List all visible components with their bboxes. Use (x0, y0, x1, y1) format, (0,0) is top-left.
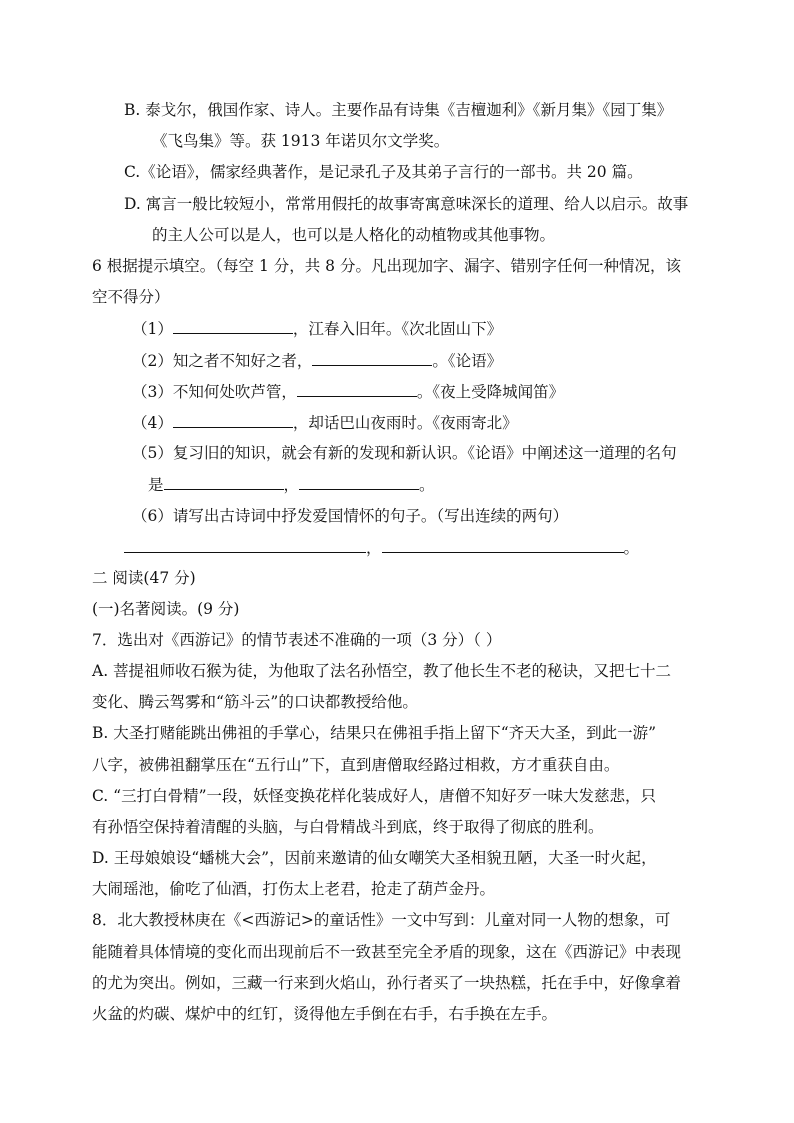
q6-item-1 (132, 318, 502, 339)
q6-item-3 (132, 381, 564, 402)
comma: ， (366, 539, 382, 557)
q6-item-5-line2 (148, 474, 435, 495)
q6-item-4 (132, 412, 518, 433)
q7-option-b-line1: B. 大圣打赌能跳出佛祖的手掌心，结果只在佛祖手指上留下“齐天大圣，到此一游” (92, 724, 657, 742)
period: 。 (623, 539, 640, 557)
item-source: 。《夜上受降城闻笛》 (416, 383, 565, 401)
q8-line4: 火盆的灼碳、煤炉中的红钉，烫得他左手倒在右手，右手换在左手。 (92, 1005, 558, 1023)
q8-line3: 的尤为突出。例如，三藏一行来到火焰山，孙行者买了一块热糕，托在手中，好像拿着 (92, 974, 682, 992)
answer-blank[interactable] (173, 412, 293, 428)
answer-blank[interactable] (124, 537, 366, 553)
q7-option-d-line2: 大闹瑶池，偷吃了仙酒，打伤太上老君，抢走了葫芦金丹。 (92, 880, 496, 898)
item-number: （4） (132, 414, 173, 432)
q6-item-2 (132, 350, 502, 371)
q6-item-6-line2 (124, 537, 639, 558)
answer-blank[interactable] (297, 381, 417, 397)
item-text: ，却话巴山夜雨时。《夜雨寄北》 (292, 414, 518, 432)
period: 。 (419, 476, 435, 494)
item-text: （3）不知何处吹芦管， (132, 383, 297, 401)
q6-item-5-line1: （5）复习旧的知识，就会有新的发现和新认识。《论语》中阐述这一道理的名句 (132, 444, 677, 462)
q8-line1: 8．北大教授林庚在《<西游记>的童话性》一文中写到：儿童对同一人物的想象，可 (92, 911, 671, 929)
comma: ， (283, 476, 300, 494)
section-subheading: (一)名著阅读。(9 分) (92, 600, 240, 618)
q7-option-d-line1: D. 王母娘娘设“蟠桃大会”，因前来邀请的仙女嘲笑大圣相貌丑陋，大圣一时火起， (92, 849, 657, 867)
option-c-line1: C.《论语》，儒家经典著作，是记录孔子及其弟子言行的一部书。共 20 篇。 (124, 163, 643, 181)
answer-blank[interactable] (382, 537, 624, 553)
q7-option-c-line2: 有孙悟空保持着清醒的头脑，与白骨精战斗到底，终于取得了彻底的胜利。 (92, 818, 604, 836)
item-text: 是 (148, 476, 164, 494)
q6-item-6-line1: （6）请写出古诗词中抒发爱国情怀的句子。（写出连续的两句） (132, 507, 569, 525)
answer-blank[interactable] (164, 474, 284, 490)
option-d-line2: 的主人公可以是人，也可以是人格化的动植物或其他事物。 (152, 226, 556, 244)
answer-blank[interactable] (299, 474, 419, 490)
option-b-line2: 《飞鸟集》等。获 1913 年诺贝尔文学奖。 (152, 132, 450, 150)
q7-option-a-line1: A. 菩提祖师收石猴为徒，为他取了法名孙悟空，教了他长生不老的秘诀，又把七十二 (92, 662, 672, 680)
item-text: （2）知之者不知好之者， (132, 352, 313, 370)
q7-option-c-line1: C. “三打白骨精”一段，妖怪变换花样化装成好人，唐僧不知好歹一味大发慈悲，只 (92, 787, 657, 805)
item-text: ，江春入旧年。《次北固山下》 (292, 320, 503, 338)
q7-option-b-line2: 八字，被佛祖翻掌压在“五行山”下，直到唐僧取经路过相救，方才重获自由。 (92, 756, 620, 774)
item-number: （1） (132, 320, 173, 338)
q8-line2: 能随着具体情境的变化而出现前后不一致甚至完全矛盾的现象，这在《西游记》中表现 (92, 943, 682, 961)
answer-blank[interactable] (173, 318, 293, 334)
answer-blank[interactable] (312, 350, 432, 366)
q6-stem-line1: 6 根据提示填空。（每空 1 分，共 8 分。凡出现加字、漏字、错别字任何一种情况，该 (92, 257, 681, 275)
item-source: 。《论语》 (432, 352, 503, 370)
section-heading: 二 阅读(47 分) (92, 569, 196, 587)
option-d-line1: D. 寓言一般比较短小，常常用假托的故事寄寓意味深长的道理、给人以启示。故事 (124, 195, 689, 213)
option-b-line1: B. 泰戈尔，俄国作家、诗人。主要作品有诗集《吉檀迦利》《新月集》《园丁集》 (124, 101, 673, 119)
q6-stem-line2: 空不得分） (92, 288, 170, 306)
q7-stem: 7．选出对《西游记》的情节表述不准确的一项（3 分）（ ） (92, 631, 502, 649)
q7-option-a-line2: 变化、腾云驾雾和“筋斗云”的口诀都教授给他。 (92, 693, 418, 711)
